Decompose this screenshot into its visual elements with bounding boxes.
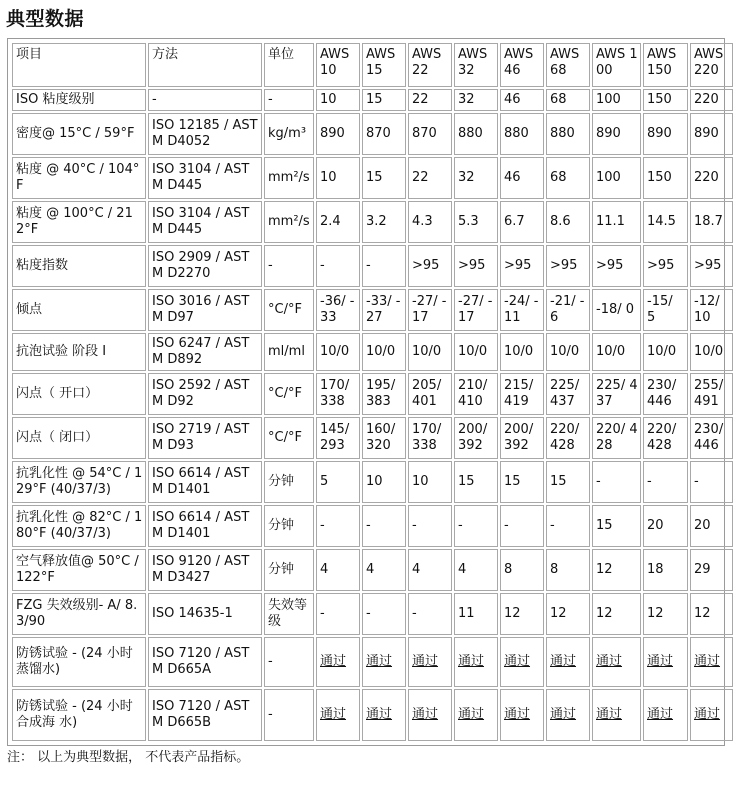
row-value-cell: 220 [690, 157, 733, 199]
row-method-cell: - [148, 89, 262, 111]
row-value-cell: 68 [546, 157, 590, 199]
row-value-cell: 890 [690, 113, 733, 155]
table-row [12, 333, 733, 371]
row-value-cell: 通过 [500, 689, 544, 741]
row-value-cell: - [362, 245, 406, 287]
row-unit-cell: mm²/s [264, 201, 314, 243]
row-value-cell: 11.1 [592, 201, 641, 243]
row-value-cell: 15 [454, 461, 498, 503]
row-value-cell: 11 [454, 593, 498, 635]
row-value-cell: - [362, 593, 406, 635]
row-unit-cell: 分钟 [264, 461, 314, 503]
row-value-cell: >95 [454, 245, 498, 287]
row-value-cell: 10/0 [408, 333, 452, 371]
row-value-cell: -18/ 0 [592, 289, 641, 331]
row-item-cell: 防锈试验 - (24 小时 合成海 水) [12, 689, 146, 741]
row-value-cell: 150 [643, 157, 688, 199]
row-value-cell: 150 [643, 89, 688, 111]
row-value-cell: 通过 [316, 637, 360, 687]
row-value-cell: 880 [454, 113, 498, 155]
column-header: AWS 22 [408, 43, 452, 87]
row-method-cell: ISO 3016 / ASTM D97 [148, 289, 262, 331]
row-unit-cell: ml/ml [264, 333, 314, 371]
row-unit-cell: 失效等级 [264, 593, 314, 635]
row-method-cell: ISO 7120 / ASTM D665B [148, 689, 262, 741]
row-unit-cell: - [264, 689, 314, 741]
row-value-cell: 220/ 428 [546, 417, 590, 459]
table-row [12, 373, 733, 415]
row-unit-cell: 分钟 [264, 549, 314, 591]
row-value-cell: 220/ 428 [643, 417, 688, 459]
row-value-cell: 225/ 437 [546, 373, 590, 415]
row-value-cell: 15 [362, 89, 406, 111]
row-value-cell: 5.3 [454, 201, 498, 243]
row-value-cell: >95 [500, 245, 544, 287]
row-value-cell: 12 [643, 593, 688, 635]
row-value-cell: 通过 [592, 637, 641, 687]
row-method-cell: ISO 2592 / ASTM D92 [148, 373, 262, 415]
table-row [12, 201, 733, 243]
row-value-cell: -12/ 10 [690, 289, 733, 331]
row-value-cell: 205/ 401 [408, 373, 452, 415]
row-value-cell: >95 [643, 245, 688, 287]
column-header: 方法 [148, 43, 262, 87]
row-value-cell: 890 [643, 113, 688, 155]
row-value-cell: 870 [408, 113, 452, 155]
table-row [12, 637, 733, 687]
column-header: AWS 68 [546, 43, 590, 87]
row-value-cell: 100 [592, 157, 641, 199]
column-header: AWS 100 [592, 43, 641, 87]
row-item-cell: FZG 失效级别- A/ 8.3/90 [12, 593, 146, 635]
row-value-cell: 890 [316, 113, 360, 155]
row-unit-cell: 分钟 [264, 505, 314, 547]
row-value-cell: 通过 [690, 689, 733, 741]
row-value-cell: 32 [454, 89, 498, 111]
row-method-cell: ISO 14635-1 [148, 593, 262, 635]
row-value-cell: 160/ 320 [362, 417, 406, 459]
row-value-cell: -21/ -6 [546, 289, 590, 331]
row-value-cell: 3.2 [362, 201, 406, 243]
row-method-cell: ISO 3104 / ASTM D445 [148, 201, 262, 243]
row-value-cell: 6.7 [500, 201, 544, 243]
row-value-cell: -27/ -17 [408, 289, 452, 331]
row-item-cell: 抗乳化性 @ 82°C / 180°F (40/37/3) [12, 505, 146, 547]
row-value-cell: >95 [690, 245, 733, 287]
row-value-cell: -33/ -27 [362, 289, 406, 331]
row-unit-cell: °C/°F [264, 289, 314, 331]
row-value-cell: 20 [690, 505, 733, 547]
row-value-cell: 10/0 [454, 333, 498, 371]
row-value-cell: 890 [592, 113, 641, 155]
row-value-cell: 195/ 383 [362, 373, 406, 415]
table-row [12, 417, 733, 459]
row-value-cell: - [408, 593, 452, 635]
row-item-cell: 抗乳化性 @ 54°C / 129°F (40/37/3) [12, 461, 146, 503]
column-header: AWS 220 [690, 43, 733, 87]
table-row [12, 289, 733, 331]
row-value-cell: 5 [316, 461, 360, 503]
row-value-cell: 145/ 293 [316, 417, 360, 459]
row-value-cell: -15/ 5 [643, 289, 688, 331]
row-value-cell: - [316, 505, 360, 547]
row-value-cell: 8 [546, 549, 590, 591]
column-header: AWS 46 [500, 43, 544, 87]
row-value-cell: 870 [362, 113, 406, 155]
row-value-cell: 4 [316, 549, 360, 591]
row-value-cell: 22 [408, 89, 452, 111]
typical-data-table [10, 41, 735, 743]
row-item-cell: 密度@ 15°C / 59°F [12, 113, 146, 155]
row-value-cell: 10/0 [316, 333, 360, 371]
row-value-cell: - [500, 505, 544, 547]
row-item-cell: 倾点 [12, 289, 146, 331]
row-value-cell: - [546, 505, 590, 547]
row-value-cell: - [690, 461, 733, 503]
row-value-cell: >95 [592, 245, 641, 287]
row-value-cell: 4 [362, 549, 406, 591]
row-item-cell: 粘度指数 [12, 245, 146, 287]
row-method-cell: ISO 7120 / ASTM D665A [148, 637, 262, 687]
row-value-cell: 10 [362, 461, 406, 503]
row-unit-cell: °C/°F [264, 373, 314, 415]
row-value-cell: - [592, 461, 641, 503]
row-value-cell: 10 [316, 157, 360, 199]
row-value-cell: 200/ 392 [454, 417, 498, 459]
row-value-cell: 10/0 [362, 333, 406, 371]
row-value-cell: 15 [546, 461, 590, 503]
row-value-cell: 通过 [690, 637, 733, 687]
row-value-cell: 4 [408, 549, 452, 591]
row-value-cell: 12 [500, 593, 544, 635]
row-value-cell: 225/ 437 [592, 373, 641, 415]
row-value-cell: 通过 [408, 689, 452, 741]
row-value-cell: - [316, 245, 360, 287]
table-row [12, 549, 733, 591]
row-value-cell: 2.4 [316, 201, 360, 243]
row-value-cell: 4.3 [408, 201, 452, 243]
row-method-cell: ISO 2909 / ASTM D2270 [148, 245, 262, 287]
row-value-cell: 22 [408, 157, 452, 199]
table-row [12, 689, 733, 741]
row-item-cell: ISO 粘度级别 [12, 89, 146, 111]
row-value-cell: 通过 [408, 637, 452, 687]
row-value-cell: 12 [690, 593, 733, 635]
row-value-cell: -36/ -33 [316, 289, 360, 331]
row-value-cell: 10 [316, 89, 360, 111]
row-value-cell: 12 [592, 549, 641, 591]
row-value-cell: 12 [592, 593, 641, 635]
row-value-cell: 20 [643, 505, 688, 547]
footnote: 注： 以上为典型数据， 不代表产品指标。 [7, 750, 250, 765]
row-value-cell: 46 [500, 89, 544, 111]
row-value-cell: 通过 [546, 637, 590, 687]
row-value-cell: -27/ -17 [454, 289, 498, 331]
column-header: AWS 15 [362, 43, 406, 87]
row-value-cell: 18 [643, 549, 688, 591]
row-item-cell: 空气释放值@ 50°C / 122°F [12, 549, 146, 591]
row-method-cell: ISO 9120 / ASTM D3427 [148, 549, 262, 591]
row-item-cell: 粘度 @ 40°C / 104°F [12, 157, 146, 199]
column-header: AWS 150 [643, 43, 688, 87]
row-value-cell: 10 [408, 461, 452, 503]
row-value-cell: 18.7 [690, 201, 733, 243]
page-title: 典型数据 [6, 8, 85, 30]
row-value-cell: 通过 [454, 637, 498, 687]
row-value-cell: 46 [500, 157, 544, 199]
row-method-cell: ISO 6247 / ASTM D892 [148, 333, 262, 371]
table-row [12, 89, 733, 111]
row-value-cell: 8.6 [546, 201, 590, 243]
row-value-cell: 170/ 338 [408, 417, 452, 459]
row-value-cell: - [408, 505, 452, 547]
row-value-cell: 通过 [643, 689, 688, 741]
row-value-cell: 230/ 446 [690, 417, 733, 459]
row-value-cell: 29 [690, 549, 733, 591]
row-value-cell: 10/0 [500, 333, 544, 371]
row-value-cell: 通过 [362, 689, 406, 741]
row-value-cell: 880 [500, 113, 544, 155]
row-method-cell: ISO 12185 / ASTM D4052 [148, 113, 262, 155]
row-value-cell: 15 [362, 157, 406, 199]
row-value-cell: 210/ 410 [454, 373, 498, 415]
row-unit-cell: - [264, 637, 314, 687]
column-header: 单位 [264, 43, 314, 87]
column-header: AWS 32 [454, 43, 498, 87]
row-item-cell: 粘度 @ 100°C / 212°F [12, 201, 146, 243]
table-row [12, 113, 733, 155]
row-value-cell: 15 [592, 505, 641, 547]
row-method-cell: ISO 6614 / ASTM D1401 [148, 461, 262, 503]
typical-data-table-frame [7, 38, 725, 746]
row-value-cell: >95 [408, 245, 452, 287]
table-row [12, 157, 733, 199]
row-method-cell: ISO 2719 / ASTM D93 [148, 417, 262, 459]
row-value-cell: 8 [500, 549, 544, 591]
row-unit-cell: °C/°F [264, 417, 314, 459]
row-method-cell: ISO 3104 / ASTM D445 [148, 157, 262, 199]
row-value-cell: 通过 [500, 637, 544, 687]
row-value-cell: 880 [546, 113, 590, 155]
row-value-cell: 10/0 [592, 333, 641, 371]
row-value-cell: 通过 [546, 689, 590, 741]
table-row [12, 593, 733, 635]
row-value-cell: 通过 [454, 689, 498, 741]
row-value-cell: 10/0 [546, 333, 590, 371]
row-value-cell: 200/ 392 [500, 417, 544, 459]
row-value-cell: >95 [546, 245, 590, 287]
row-value-cell: 通过 [643, 637, 688, 687]
row-value-cell: 220/ 428 [592, 417, 641, 459]
row-item-cell: 闪点（ 开口） [12, 373, 146, 415]
row-value-cell: 230/ 446 [643, 373, 688, 415]
column-header: 项目 [12, 43, 146, 87]
table-row [12, 245, 733, 287]
row-value-cell: - [316, 593, 360, 635]
row-value-cell: 10/0 [643, 333, 688, 371]
row-value-cell: 170/ 338 [316, 373, 360, 415]
row-value-cell: 4 [454, 549, 498, 591]
row-unit-cell: - [264, 89, 314, 111]
row-method-cell: ISO 6614 / ASTM D1401 [148, 505, 262, 547]
table-row [12, 505, 733, 547]
table-row [12, 461, 733, 503]
row-value-cell: - [643, 461, 688, 503]
row-value-cell: 14.5 [643, 201, 688, 243]
row-value-cell: 通过 [592, 689, 641, 741]
row-value-cell: 12 [546, 593, 590, 635]
row-item-cell: 抗泡试验 阶段 I [12, 333, 146, 371]
row-value-cell: 10/0 [690, 333, 733, 371]
table-body [12, 89, 733, 741]
row-value-cell: 通过 [362, 637, 406, 687]
row-item-cell: 闪点（ 闭口） [12, 417, 146, 459]
row-unit-cell: - [264, 245, 314, 287]
row-value-cell: 通过 [316, 689, 360, 741]
row-value-cell: 15 [500, 461, 544, 503]
row-unit-cell: kg/m³ [264, 113, 314, 155]
row-value-cell: 220 [690, 89, 733, 111]
row-value-cell: 68 [546, 89, 590, 111]
row-value-cell: 100 [592, 89, 641, 111]
table-header-row [12, 43, 733, 87]
row-value-cell: 215/ 419 [500, 373, 544, 415]
row-value-cell: 255/ 491 [690, 373, 733, 415]
row-value-cell: - [454, 505, 498, 547]
row-item-cell: 防锈试验 - (24 小时 蒸馏水) [12, 637, 146, 687]
column-header: AWS 10 [316, 43, 360, 87]
row-value-cell: - [362, 505, 406, 547]
row-value-cell: -24/ -11 [500, 289, 544, 331]
row-unit-cell: mm²/s [264, 157, 314, 199]
row-value-cell: 32 [454, 157, 498, 199]
